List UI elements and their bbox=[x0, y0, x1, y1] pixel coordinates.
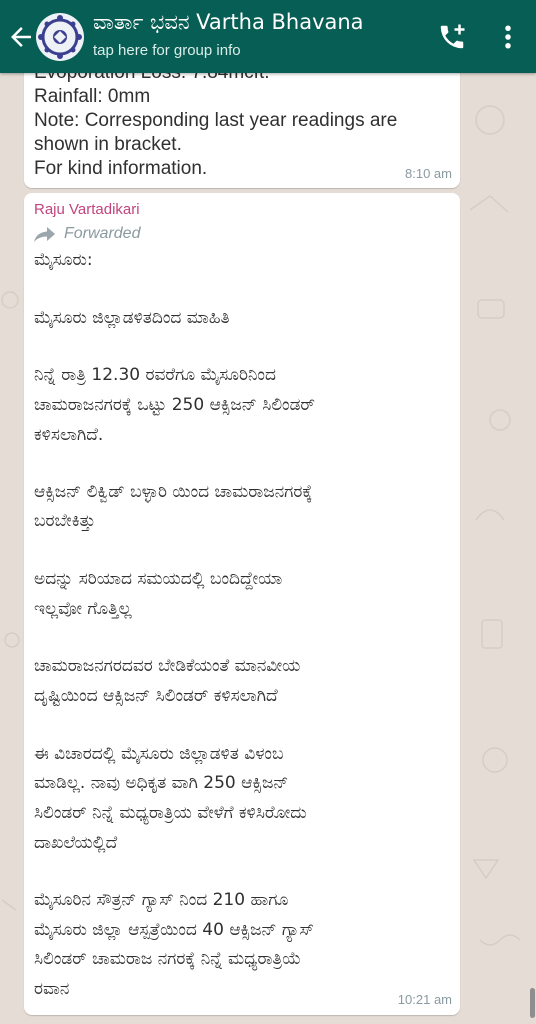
message-line: ಮೈಸೂರು ಜಿಲ್ಲಾಡಳಿತದಿಂದ ಮಾಹಿತಿ bbox=[34, 308, 230, 328]
message-line: For kind information. bbox=[34, 158, 208, 179]
forwarded-label: Forwarded bbox=[64, 225, 141, 242]
message-line: ಚಾಮರಾಜನಗರಕ್ಕೆ ಒಟ್ಟು 250 ಆಕ್ಸಿಜನ್ ಸಿಲಿಂಡರ್ bbox=[34, 395, 315, 415]
group-info-hint[interactable]: tap here for group info bbox=[93, 42, 241, 59]
message-line: ಸಿಲಿಂಡರ್ ನಿನ್ನೆ ಮಧ್ಯರಾತ್ರಿಯ ವೇಳೆಗೆ ಕಳಿಸಿರೋದು bbox=[34, 803, 307, 823]
message-line: Note: Corresponding last year readings are bbox=[34, 110, 398, 131]
forward-arrow-icon bbox=[33, 225, 57, 243]
back-arrow-icon[interactable] bbox=[6, 22, 36, 52]
message-line: ರವಾನ bbox=[34, 979, 70, 999]
message-line: ನಿನ್ನೆ ರಾತ್ರಿ 12.30 ರವರೆಗೂ ಮೈಸೂರಿನಿಂದ bbox=[34, 365, 276, 385]
message-timestamp: 10:21 am bbox=[397, 992, 452, 1007]
message-line: ಚಾಮರಾಜನಗರದವರ ಬೇಡಿಕೆಯಂತೆ ಮಾನವೀಯ bbox=[34, 656, 301, 676]
message-line: ಅದನ್ನು ಸರಿಯಾದ ಸಮಯದಲ್ಲಿ ಬಂದಿದ್ದೇಯಾ bbox=[34, 569, 283, 589]
message-line: ದಾಖಲೆಯಲ್ಲಿದೆ bbox=[34, 833, 118, 853]
message-line: ಈ ವಿಚಾರದಲ್ಲಿ ಮೈಸೂರು ಜಿಲ್ಲಾಡಳಿತ ವಿಳಂಬ bbox=[34, 744, 284, 764]
add-call-icon[interactable] bbox=[437, 22, 467, 52]
message-line: ಬರಬೇಕಿತ್ತು bbox=[34, 511, 96, 531]
chat-header[interactable] bbox=[0, 0, 536, 73]
emblem-icon bbox=[36, 13, 84, 61]
message-line: ಕಳಿಸಲಾಗಿದೆ. bbox=[34, 425, 104, 445]
message-line: ಇಲ್ಲವೋ ಗೊತ್ತಿಲ್ಲ bbox=[34, 599, 132, 619]
group-title[interactable]: ವಾರ್ತಾ ಭವನ Vartha Bhavana bbox=[93, 10, 364, 34]
scrollbar-thumb[interactable] bbox=[530, 988, 535, 1018]
message-line: Rainfall: 0mm bbox=[34, 86, 151, 107]
message-line: shown in bracket. bbox=[34, 134, 182, 155]
message-line: ದೃಷ್ಟಿಯಿಂದ ಆಕ್ಸಿಜನ್ ಸಿಲಿಂಡರ್ ಕಳಿಸಲಾಗಿದೆ bbox=[34, 686, 278, 706]
message-bubble-forwarded[interactable] bbox=[24, 193, 460, 1015]
message-bubble-weather[interactable] bbox=[24, 60, 460, 188]
message-line: ಮೈಸೂರು: bbox=[34, 250, 93, 270]
message-line: ಮಾಡಿಲ್ಲ. ನಾವು ಅಧಿಕೃತ ವಾಗಿ 250 ಆಕ್ಸಿಜನ್ bbox=[34, 773, 289, 793]
message-line: ಆಕ್ಸಿಜನ್ ಲಿಕ್ವಿಡ್ ಬಳ್ಳಾರಿ ಯಿಂದ ಚಾಮರಾಜನಗರಕ್ಕೆ bbox=[34, 482, 313, 502]
overflow-menu-icon[interactable] bbox=[493, 22, 523, 52]
sender-name[interactable]: Raju Vartadikari bbox=[34, 201, 140, 218]
group-avatar[interactable] bbox=[36, 13, 84, 61]
message-line: ಮೈಸೂರಿನ ಸೌತ್ರನ್ ಗ್ಯಾಸ್ ನಿಂದ 210 ಹಾಗೂ bbox=[34, 890, 289, 910]
message-line: ಮೈಸೂರು ಜಿಲ್ಲಾ ಆಸ್ಪತ್ರೆಯಿಂದ 40 ಆಕ್ಸಿಜನ್ ಗ್ಯಾಸ್ bbox=[34, 920, 315, 940]
message-timestamp: 8:10 am bbox=[405, 166, 452, 181]
message-line: ಸಿಲಿಂಡರ್ ಚಾಮರಾಜ ನಗರಕ್ಕೆ ನಿನ್ನೆ ಮಧ್ಯರಾತ್ರಿಯೆ bbox=[34, 949, 302, 969]
